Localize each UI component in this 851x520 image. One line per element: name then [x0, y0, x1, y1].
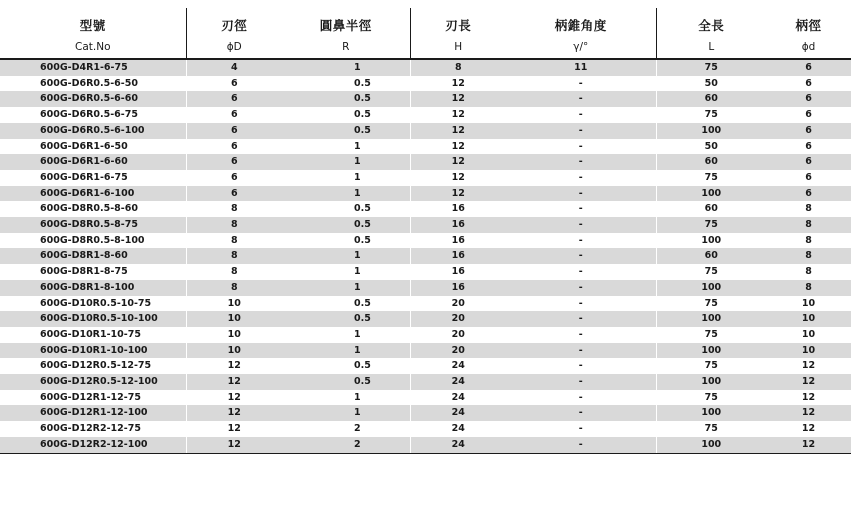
cell-corner-radius: 0.5	[282, 76, 410, 92]
cell-taper-angle: -	[506, 264, 656, 280]
cell-cutting-length: 16	[410, 264, 506, 280]
cell-overall-length: 60	[656, 154, 766, 170]
cell-corner-radius: 0.5	[282, 91, 410, 107]
cell-corner-radius: 1	[282, 139, 410, 155]
cell-taper-angle: -	[506, 405, 656, 421]
cell-cat-no: 600G-D6R1-6-50	[0, 139, 186, 155]
cell-cutting-length: 24	[410, 390, 506, 406]
cell-cutting-diameter: 12	[186, 358, 282, 374]
cell-taper-angle: -	[506, 76, 656, 92]
cell-overall-length: 75	[656, 217, 766, 233]
table-row	[0, 327, 851, 343]
cell-overall-length: 100	[656, 343, 766, 359]
cell-corner-radius: 1	[282, 327, 410, 343]
table-row	[0, 170, 851, 186]
cell-cat-no: 600G-D4R1-6-75	[0, 59, 186, 76]
header-shank-diameter: 柄徑	[795, 18, 822, 33]
cell-cat-no: 600G-D12R2-12-75	[0, 421, 186, 437]
cell-shank-diameter: 12	[766, 421, 851, 437]
cell-cat-no: 600G-D12R0.5-12-100	[0, 374, 186, 390]
cell-corner-radius: 0.5	[282, 201, 410, 217]
cell-cutting-length: 12	[410, 123, 506, 139]
cell-overall-length: 75	[656, 390, 766, 406]
cell-taper-angle: -	[506, 123, 656, 139]
cell-taper-angle: -	[506, 358, 656, 374]
cell-corner-radius: 0.5	[282, 374, 410, 390]
cell-shank-diameter: 10	[766, 296, 851, 312]
cell-taper-angle: 11	[506, 59, 656, 76]
cell-cat-no: 600G-D6R0.5-6-50	[0, 76, 186, 92]
cell-cat-no: 600G-D8R0.5-8-100	[0, 233, 186, 249]
cell-cutting-length: 12	[410, 186, 506, 202]
cell-overall-length: 100	[656, 186, 766, 202]
cell-cat-no: 600G-D8R1-8-60	[0, 248, 186, 264]
header-model: 型號	[79, 18, 106, 33]
cell-cutting-diameter: 10	[186, 343, 282, 359]
table-row	[0, 358, 851, 374]
cell-shank-diameter: 8	[766, 280, 851, 296]
table-row	[0, 233, 851, 249]
cell-corner-radius: 0.5	[282, 233, 410, 249]
cell-cutting-diameter: 12	[186, 405, 282, 421]
cell-corner-radius: 1	[282, 280, 410, 296]
header-corner-radius: 圓鼻半徑	[319, 18, 372, 33]
cell-taper-angle: -	[506, 374, 656, 390]
header-symbol-l: L	[656, 36, 766, 59]
cell-taper-angle: -	[506, 327, 656, 343]
cell-cutting-diameter: 12	[186, 390, 282, 406]
cell-cat-no: 600G-D8R1-8-75	[0, 264, 186, 280]
cell-cat-no: 600G-D8R0.5-8-75	[0, 217, 186, 233]
cell-shank-diameter: 6	[766, 123, 851, 139]
cell-overall-length: 75	[656, 170, 766, 186]
cell-shank-diameter: 10	[766, 343, 851, 359]
table-row	[0, 437, 851, 453]
cell-corner-radius: 1	[282, 170, 410, 186]
cell-cutting-length: 24	[410, 358, 506, 374]
table-header	[0, 8, 851, 59]
cell-corner-radius: 0.5	[282, 107, 410, 123]
cell-shank-diameter: 6	[766, 154, 851, 170]
table-row	[0, 217, 851, 233]
cell-cutting-length: 24	[410, 421, 506, 437]
cell-shank-diameter: 6	[766, 107, 851, 123]
cell-shank-diameter: 8	[766, 201, 851, 217]
cell-overall-length: 75	[656, 358, 766, 374]
table-row	[0, 248, 851, 264]
cell-cutting-length: 20	[410, 311, 506, 327]
cell-shank-diameter: 6	[766, 76, 851, 92]
cell-taper-angle: -	[506, 91, 656, 107]
cell-shank-diameter: 6	[766, 186, 851, 202]
cell-overall-length: 100	[656, 280, 766, 296]
cell-shank-diameter: 10	[766, 327, 851, 343]
cell-overall-length: 100	[656, 437, 766, 453]
header-cutting-length: 刃長	[410, 8, 506, 36]
table-row	[0, 123, 851, 139]
cell-cutting-diameter: 4	[186, 59, 282, 76]
cell-overall-length: 75	[656, 327, 766, 343]
cell-cutting-diameter: 6	[186, 170, 282, 186]
cell-cutting-length: 8	[410, 59, 506, 76]
cell-cutting-diameter: 8	[186, 201, 282, 217]
cell-corner-radius: 1	[282, 248, 410, 264]
cell-corner-radius: 0.5	[282, 123, 410, 139]
cell-cutting-length: 20	[410, 327, 506, 343]
table-row	[0, 405, 851, 421]
cell-shank-diameter: 8	[766, 264, 851, 280]
cell-corner-radius: 0.5	[282, 217, 410, 233]
cell-cutting-diameter: 10	[186, 311, 282, 327]
cell-shank-diameter: 12	[766, 374, 851, 390]
cell-overall-length: 100	[656, 374, 766, 390]
cell-taper-angle: -	[506, 233, 656, 249]
cell-cat-no: 600G-D6R1-6-75	[0, 170, 186, 186]
cell-overall-length: 100	[656, 405, 766, 421]
cell-cutting-length: 12	[410, 170, 506, 186]
cell-cat-no: 600G-D12R2-12-100	[0, 437, 186, 453]
header-symbol-h: H	[410, 36, 506, 59]
cell-cutting-diameter: 12	[186, 421, 282, 437]
cell-corner-radius: 0.5	[282, 358, 410, 374]
table-row	[0, 59, 851, 76]
cell-corner-radius: 1	[282, 154, 410, 170]
table-row	[0, 154, 851, 170]
cell-shank-diameter: 12	[766, 390, 851, 406]
cell-cat-no: 600G-D8R0.5-8-60	[0, 201, 186, 217]
cell-overall-length: 75	[656, 264, 766, 280]
cell-corner-radius: 1	[282, 390, 410, 406]
cell-taper-angle: -	[506, 107, 656, 123]
cell-taper-angle: -	[506, 154, 656, 170]
header-symbol-r: R	[282, 36, 410, 59]
header-row-chinese	[0, 8, 851, 36]
cell-corner-radius: 1	[282, 59, 410, 76]
header-row-english	[0, 36, 851, 59]
cell-overall-length: 75	[656, 59, 766, 76]
table-row	[0, 107, 851, 123]
cell-shank-diameter: 8	[766, 248, 851, 264]
cell-cutting-diameter: 6	[186, 123, 282, 139]
cell-overall-length: 60	[656, 91, 766, 107]
cell-cat-no: 600G-D10R1-10-100	[0, 343, 186, 359]
cell-cutting-diameter: 6	[186, 139, 282, 155]
cell-overall-length: 50	[656, 139, 766, 155]
table-row	[0, 91, 851, 107]
table-row	[0, 296, 851, 312]
table-row	[0, 390, 851, 406]
cell-overall-length: 60	[656, 201, 766, 217]
cell-shank-diameter: 8	[766, 233, 851, 249]
cell-cutting-diameter: 12	[186, 374, 282, 390]
cell-taper-angle: -	[506, 248, 656, 264]
cell-cutting-diameter: 12	[186, 437, 282, 453]
table-row	[0, 76, 851, 92]
table-row	[0, 343, 851, 359]
header-overall-length: 全長	[656, 8, 766, 36]
cell-cutting-length: 24	[410, 405, 506, 421]
cell-overall-length: 100	[656, 123, 766, 139]
cell-corner-radius: 0.5	[282, 296, 410, 312]
cell-overall-length: 75	[656, 421, 766, 437]
cell-taper-angle: -	[506, 170, 656, 186]
cell-cutting-length: 20	[410, 343, 506, 359]
table-row	[0, 374, 851, 390]
cell-shank-diameter: 12	[766, 437, 851, 453]
cell-cutting-diameter: 8	[186, 280, 282, 296]
cell-taper-angle: -	[506, 311, 656, 327]
cell-taper-angle: -	[506, 280, 656, 296]
header-shank-taper-angle: 柄錐角度	[554, 18, 607, 33]
table-row	[0, 139, 851, 155]
table-row	[0, 311, 851, 327]
table-row	[0, 280, 851, 296]
cell-taper-angle: -	[506, 421, 656, 437]
table-row	[0, 186, 851, 202]
cell-cat-no: 600G-D12R1-12-100	[0, 405, 186, 421]
header-cutting-diameter: 刃徑	[186, 8, 282, 36]
cell-cutting-length: 12	[410, 107, 506, 123]
cell-cutting-length: 24	[410, 437, 506, 453]
cell-overall-length: 60	[656, 248, 766, 264]
cell-cutting-diameter: 6	[186, 186, 282, 202]
cell-cutting-length: 12	[410, 139, 506, 155]
cell-taper-angle: -	[506, 437, 656, 453]
cell-taper-angle: -	[506, 139, 656, 155]
cell-cat-no: 600G-D6R0.5-6-100	[0, 123, 186, 139]
cell-cat-no: 600G-D10R0.5-10-75	[0, 296, 186, 312]
cell-cutting-diameter: 6	[186, 76, 282, 92]
cell-cutting-diameter: 8	[186, 264, 282, 280]
cell-overall-length: 75	[656, 107, 766, 123]
cell-cutting-length: 24	[410, 374, 506, 390]
cell-shank-diameter: 6	[766, 139, 851, 155]
cell-cutting-diameter: 10	[186, 296, 282, 312]
header-symbol-d: ϕD	[186, 36, 282, 59]
table-row	[0, 264, 851, 280]
table-row	[0, 421, 851, 437]
cell-taper-angle: -	[506, 390, 656, 406]
cell-cutting-diameter: 8	[186, 233, 282, 249]
cell-corner-radius: 1	[282, 186, 410, 202]
cell-shank-diameter: 6	[766, 170, 851, 186]
cell-cutting-length: 16	[410, 233, 506, 249]
table-body	[0, 59, 851, 453]
cell-taper-angle: -	[506, 217, 656, 233]
cell-shank-diameter: 8	[766, 217, 851, 233]
cell-cat-no: 600G-D6R1-6-60	[0, 154, 186, 170]
cell-cutting-diameter: 6	[186, 91, 282, 107]
cell-cutting-diameter: 6	[186, 107, 282, 123]
cell-shank-diameter: 10	[766, 311, 851, 327]
cell-cutting-diameter: 6	[186, 154, 282, 170]
cell-cutting-length: 16	[410, 217, 506, 233]
spec-table	[0, 8, 851, 454]
cell-overall-length: 75	[656, 296, 766, 312]
cell-taper-angle: -	[506, 201, 656, 217]
cell-taper-angle: -	[506, 186, 656, 202]
cell-cat-no: 600G-D10R1-10-75	[0, 327, 186, 343]
cell-corner-radius: 2	[282, 437, 410, 453]
cell-shank-diameter: 6	[766, 91, 851, 107]
cell-overall-length: 100	[656, 311, 766, 327]
cell-overall-length: 50	[656, 76, 766, 92]
cell-cat-no: 600G-D12R1-12-75	[0, 390, 186, 406]
cell-overall-length: 100	[656, 233, 766, 249]
cell-cutting-length: 12	[410, 91, 506, 107]
cell-cat-no: 600G-D6R1-6-100	[0, 186, 186, 202]
cell-corner-radius: 1	[282, 264, 410, 280]
cell-corner-radius: 0.5	[282, 311, 410, 327]
cell-corner-radius: 1	[282, 343, 410, 359]
cell-cutting-length: 16	[410, 280, 506, 296]
cell-shank-diameter: 12	[766, 358, 851, 374]
cell-shank-diameter: 12	[766, 405, 851, 421]
cell-cat-no: 600G-D8R1-8-100	[0, 280, 186, 296]
cell-cat-no: 600G-D10R0.5-10-100	[0, 311, 186, 327]
cell-cutting-length: 16	[410, 201, 506, 217]
cell-cutting-length: 16	[410, 248, 506, 264]
cell-cutting-diameter: 10	[186, 327, 282, 343]
cell-taper-angle: -	[506, 343, 656, 359]
cell-cutting-length: 12	[410, 154, 506, 170]
cell-taper-angle: -	[506, 296, 656, 312]
cell-shank-diameter: 6	[766, 59, 851, 76]
cell-corner-radius: 2	[282, 421, 410, 437]
cell-cutting-length: 12	[410, 76, 506, 92]
header-symbol-shank-d: ϕd	[766, 36, 851, 59]
cell-cat-no: 600G-D6R0.5-6-60	[0, 91, 186, 107]
cell-cat-no: 600G-D12R0.5-12-75	[0, 358, 186, 374]
cell-cutting-diameter: 8	[186, 248, 282, 264]
header-cat-no: Cat.No	[0, 36, 186, 59]
cell-cutting-length: 20	[410, 296, 506, 312]
cell-cutting-diameter: 8	[186, 217, 282, 233]
header-symbol-gamma: γ/°	[506, 36, 656, 59]
cell-cat-no: 600G-D6R0.5-6-75	[0, 107, 186, 123]
table-row	[0, 201, 851, 217]
cell-corner-radius: 1	[282, 405, 410, 421]
